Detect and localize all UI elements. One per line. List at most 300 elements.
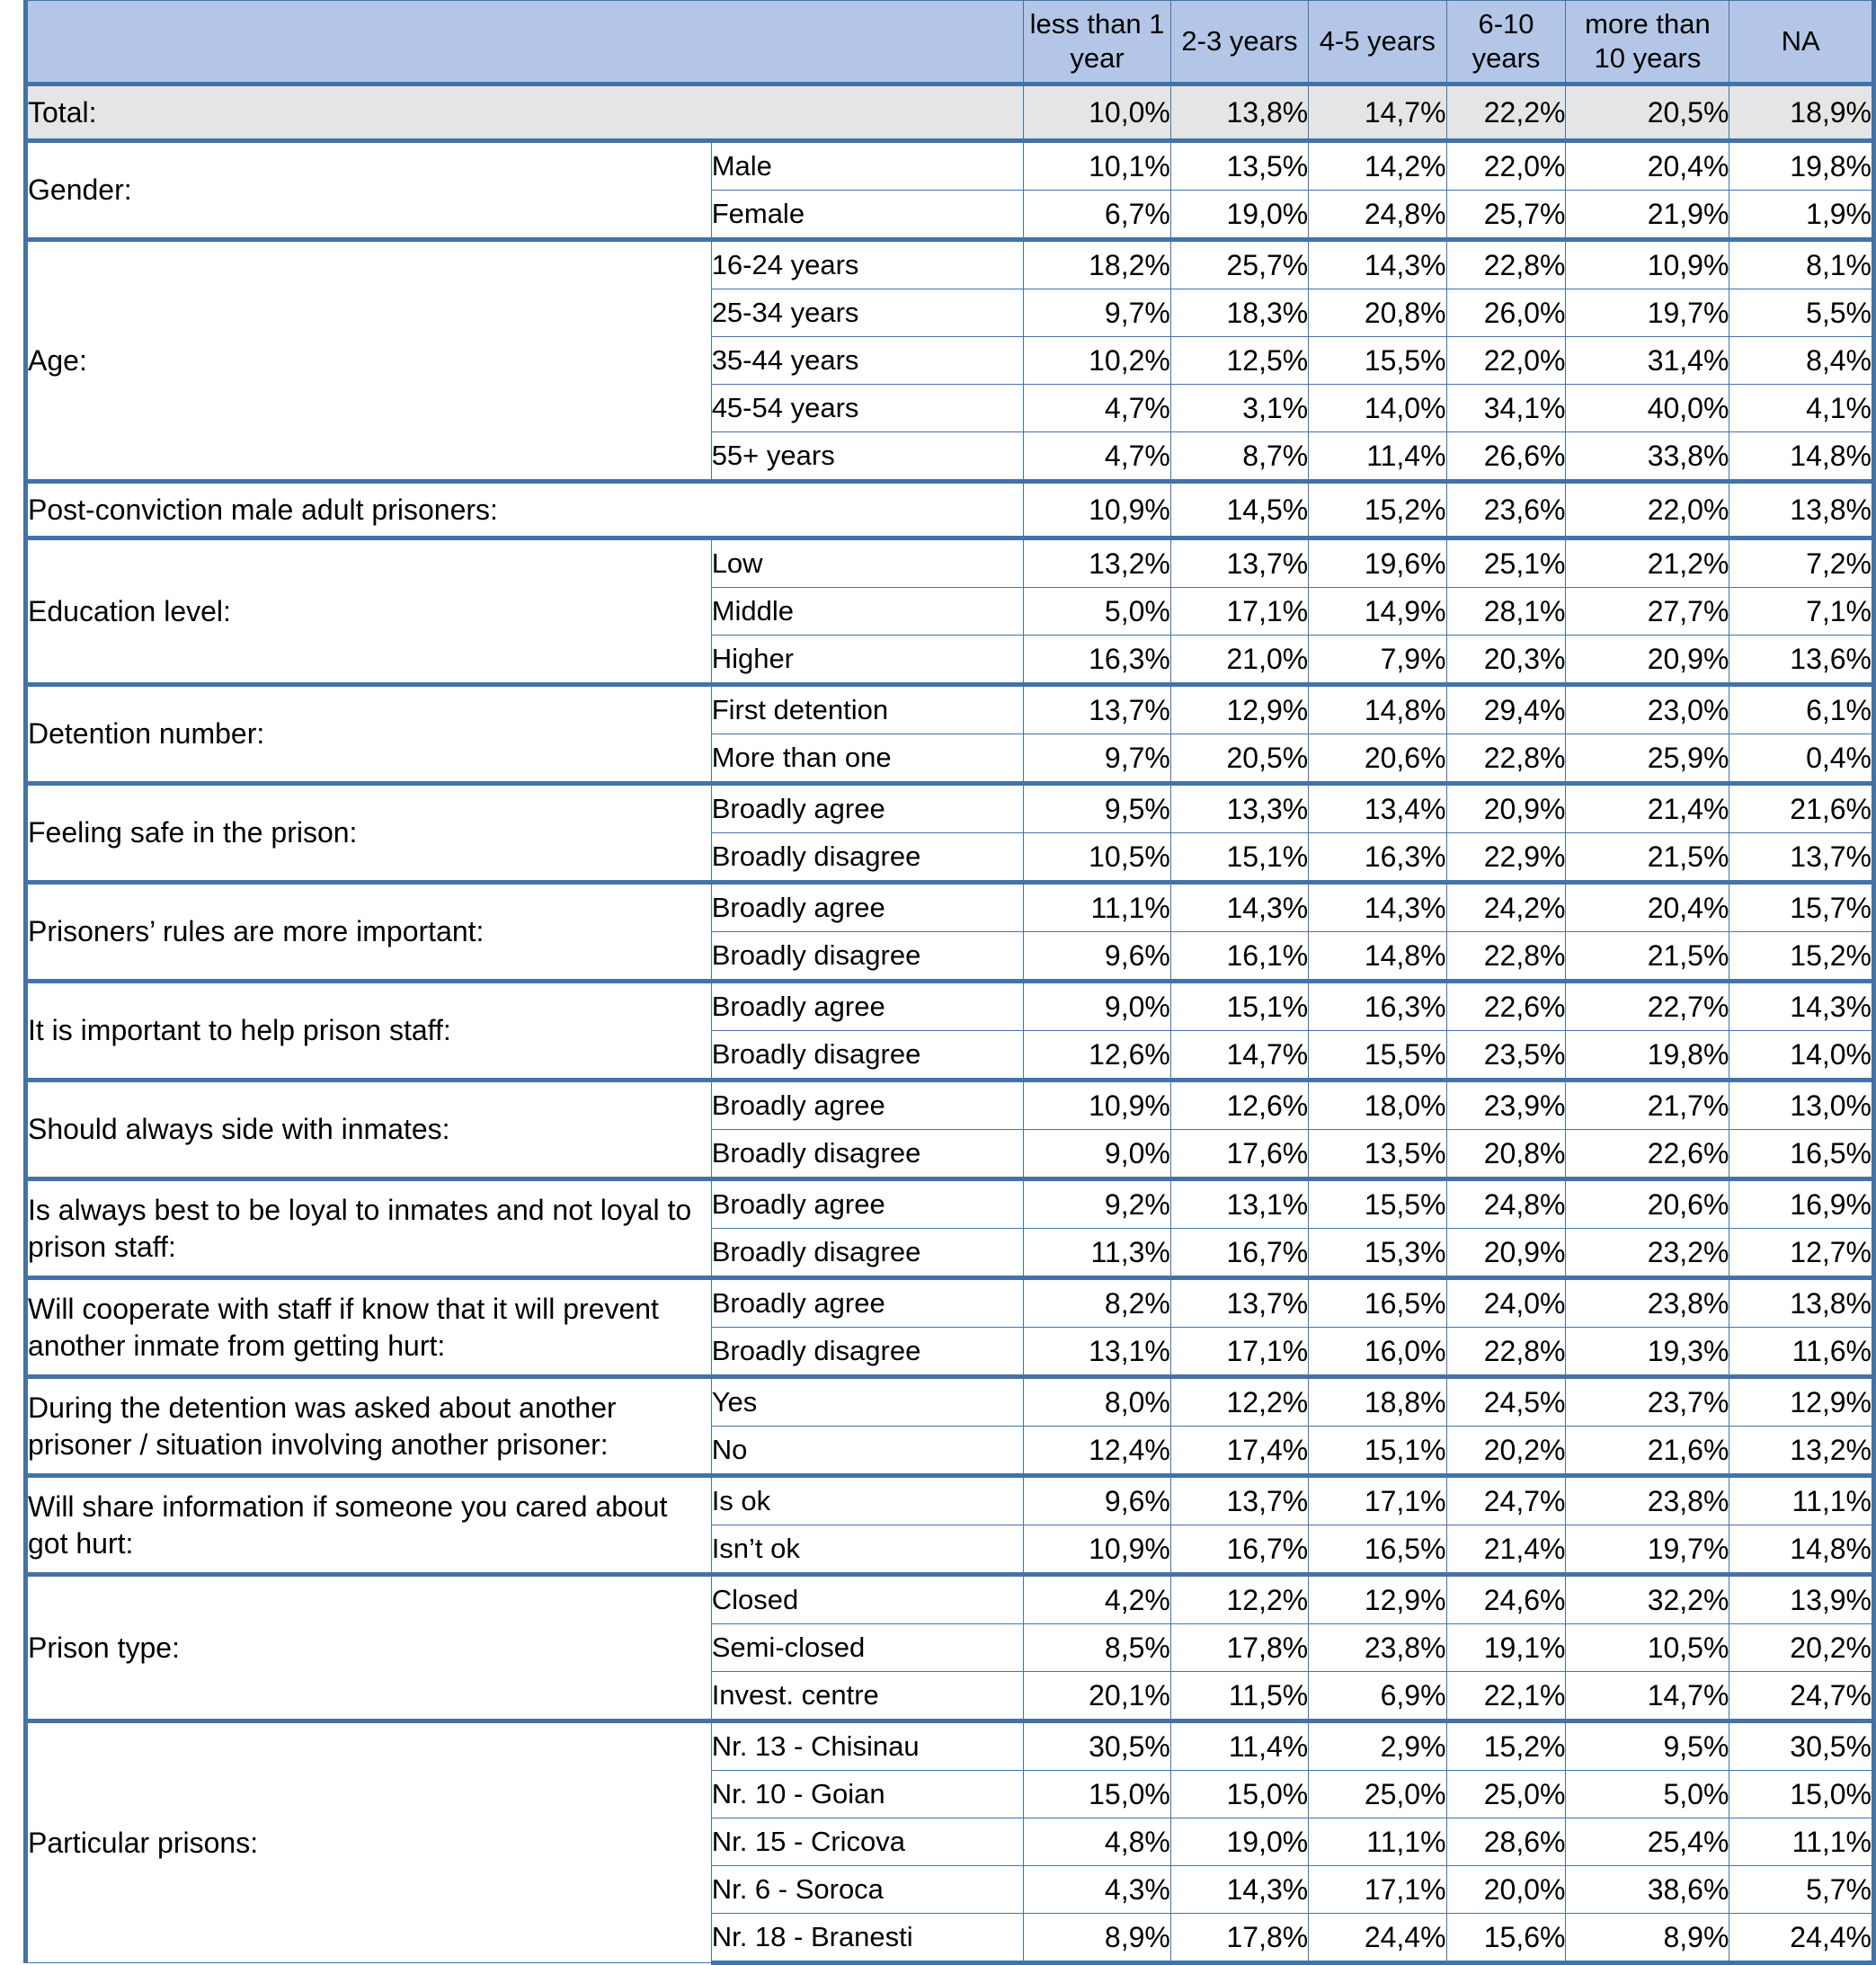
cell-value: 20,6% (1309, 734, 1446, 784)
cell-value: 20,9% (1566, 636, 1729, 685)
row-subcategory-label: Broadly agree (711, 1080, 1024, 1130)
row-group-label: It is important to help prison staff: (26, 982, 712, 1080)
cell-value: 16,9% (1729, 1179, 1874, 1229)
cell-value: 4,2% (1024, 1575, 1171, 1624)
cell-value: 15,6% (1446, 1914, 1566, 1963)
cell-value: 10,0% (1024, 84, 1171, 141)
cell-value: 7,1% (1729, 588, 1874, 636)
cell-value: 6,7% (1024, 191, 1171, 240)
cell-value: 17,1% (1309, 1476, 1446, 1525)
header-corner-blank (26, 1, 1024, 84)
cell-value: 15,3% (1309, 1229, 1446, 1278)
cell-value: 25,4% (1566, 1818, 1729, 1866)
cell-value: 15,1% (1170, 982, 1308, 1031)
cell-value: 8,7% (1170, 432, 1308, 482)
cell-value: 15,2% (1729, 932, 1874, 982)
cell-value: 15,5% (1309, 1179, 1446, 1229)
cell-value: 21,7% (1566, 1080, 1729, 1130)
cell-value: 12,5% (1170, 337, 1308, 385)
cell-value: 23,2% (1566, 1229, 1729, 1278)
cell-value: 25,7% (1446, 191, 1566, 240)
cell-value: 13,2% (1024, 538, 1171, 588)
cell-value: 22,8% (1446, 240, 1566, 289)
cell-value: 12,9% (1309, 1575, 1446, 1624)
cell-value: 10,9% (1024, 482, 1171, 538)
cell-value: 11,1% (1024, 883, 1171, 932)
cell-value: 9,0% (1024, 1130, 1171, 1179)
row-subcategory-label: Middle (711, 588, 1024, 636)
cell-value: 12,9% (1729, 1377, 1874, 1427)
cell-value: 24,8% (1446, 1179, 1566, 1229)
cell-value: 13,0% (1729, 1080, 1874, 1130)
row-group-label: Particular prisons: (26, 1721, 712, 1963)
row-subcategory-label: Closed (711, 1575, 1024, 1624)
cell-value: 14,0% (1309, 385, 1446, 432)
column-header-y45: 4-5 years (1309, 1, 1446, 84)
cell-value: 19,6% (1309, 538, 1446, 588)
cell-value: 20,8% (1309, 289, 1446, 337)
cell-value: 21,4% (1566, 784, 1729, 833)
cell-value: 26,0% (1446, 289, 1566, 337)
cell-value: 15,2% (1309, 482, 1446, 538)
cell-value: 33,8% (1566, 432, 1729, 482)
cell-value: 17,1% (1170, 1328, 1308, 1377)
cell-value: 20,5% (1566, 84, 1729, 141)
table-row (26, 1080, 1874, 1130)
cell-value: 13,5% (1170, 141, 1308, 191)
cell-value: 13,2% (1729, 1427, 1874, 1476)
cell-value: 13,1% (1024, 1328, 1171, 1377)
cell-value: 14,9% (1309, 588, 1446, 636)
row-subcategory-label: Isn’t ok (711, 1525, 1024, 1575)
cell-value: 25,1% (1446, 538, 1566, 588)
cell-value: 22,2% (1446, 84, 1566, 141)
cell-value: 18,2% (1024, 240, 1171, 289)
cell-value: 11,1% (1729, 1818, 1874, 1866)
cell-value: 8,5% (1024, 1624, 1171, 1672)
cell-value: 16,5% (1729, 1130, 1874, 1179)
cell-value: 5,7% (1729, 1866, 1874, 1914)
cell-value: 15,0% (1170, 1771, 1308, 1818)
row-subcategory-label: Broadly agree (711, 982, 1024, 1031)
cell-value: 14,8% (1309, 932, 1446, 982)
cell-value: 25,0% (1309, 1771, 1446, 1818)
row-subcategory-label: Broadly agree (711, 1179, 1024, 1229)
cell-value: 3,1% (1170, 385, 1308, 432)
cell-value: 21,2% (1566, 538, 1729, 588)
cell-value: 26,6% (1446, 432, 1566, 482)
table-row (26, 1377, 1874, 1427)
row-subcategory-label: Nr. 13 - Chisinau (711, 1721, 1024, 1771)
cell-value: 15,0% (1024, 1771, 1171, 1818)
cell-value: 4,7% (1024, 432, 1171, 482)
cell-value: 12,6% (1024, 1031, 1171, 1080)
cell-value: 9,6% (1024, 1476, 1171, 1525)
table-row (26, 982, 1874, 1031)
cell-value: 13,5% (1309, 1130, 1446, 1179)
cell-value: 15,1% (1309, 1427, 1446, 1476)
cell-value: 14,3% (1170, 883, 1308, 932)
cell-value: 14,2% (1309, 141, 1446, 191)
table-row (26, 1179, 1874, 1229)
row-group-label: Should always side with inmates: (26, 1080, 712, 1179)
cell-value: 15,5% (1309, 1031, 1446, 1080)
cell-value: 5,0% (1024, 588, 1171, 636)
cell-value: 11,4% (1170, 1721, 1308, 1771)
cell-value: 23,0% (1566, 685, 1729, 734)
cell-value: 22,8% (1446, 932, 1566, 982)
survey-table (23, 0, 1876, 1965)
cell-value: 20,3% (1446, 636, 1566, 685)
cell-value: 6,1% (1729, 685, 1874, 734)
cell-value: 9,0% (1024, 982, 1171, 1031)
cell-value: 14,7% (1309, 84, 1446, 141)
row-group-label: Prisoners’ rules are more important: (26, 883, 712, 982)
cell-value: 13,7% (1024, 685, 1171, 734)
row-group-label: Gender: (26, 141, 712, 240)
cell-value: 15,5% (1309, 337, 1446, 385)
cell-value: 23,7% (1566, 1377, 1729, 1427)
cell-value: 19,0% (1170, 191, 1308, 240)
cell-value: 18,9% (1729, 84, 1874, 141)
row-group-label: Prison type: (26, 1575, 712, 1721)
cell-value: 15,2% (1446, 1721, 1566, 1771)
cell-value: 20,4% (1566, 883, 1729, 932)
column-header-gt10: more than 10 years (1566, 1, 1729, 84)
cell-value: 20,2% (1446, 1427, 1566, 1476)
cell-value: 17,8% (1170, 1914, 1308, 1963)
cell-value: 17,8% (1170, 1624, 1308, 1672)
table-row (26, 84, 1874, 141)
cell-value: 12,2% (1170, 1575, 1308, 1624)
table-row (26, 1721, 1874, 1771)
row-subcategory-label: Nr. 15 - Cricova (711, 1818, 1024, 1866)
row-group-label: Post-conviction male adult prisoners: (26, 482, 1024, 538)
cell-value: 10,1% (1024, 141, 1171, 191)
row-group-label: Education level: (26, 538, 712, 685)
cell-value: 19,0% (1170, 1818, 1308, 1866)
cell-value: 14,5% (1170, 482, 1308, 538)
cell-value: 9,2% (1024, 1179, 1171, 1229)
cell-value: 11,5% (1170, 1672, 1308, 1721)
cell-value: 5,0% (1566, 1771, 1729, 1818)
cell-value: 7,9% (1309, 636, 1446, 685)
cell-value: 22,6% (1446, 982, 1566, 1031)
row-subcategory-label: Invest. centre (711, 1672, 1024, 1721)
cell-value: 24,2% (1446, 883, 1566, 932)
cell-value: 4,1% (1729, 385, 1874, 432)
cell-value: 13,7% (1170, 1476, 1308, 1525)
cell-value: 32,2% (1566, 1575, 1729, 1624)
cell-value: 25,0% (1446, 1771, 1566, 1818)
cell-value: 18,0% (1309, 1080, 1446, 1130)
cell-value: 14,7% (1566, 1672, 1729, 1721)
cell-value: 24,8% (1309, 191, 1446, 240)
cell-value: 12,2% (1170, 1377, 1308, 1427)
cell-value: 13,4% (1309, 784, 1446, 833)
cell-value: 13,7% (1170, 1278, 1308, 1328)
row-subcategory-label: First detention (711, 685, 1024, 734)
cell-value: 34,1% (1446, 385, 1566, 432)
row-subcategory-label: Low (711, 538, 1024, 588)
cell-value: 22,0% (1446, 141, 1566, 191)
cell-value: 24,4% (1309, 1914, 1446, 1963)
cell-value: 17,4% (1170, 1427, 1308, 1476)
cell-value: 13,8% (1170, 84, 1308, 141)
cell-value: 25,9% (1566, 734, 1729, 784)
cell-value: 0,4% (1729, 734, 1874, 784)
cell-value: 8,2% (1024, 1278, 1171, 1328)
table-row (26, 482, 1874, 538)
cell-value: 40,0% (1566, 385, 1729, 432)
row-subcategory-label: Broadly disagree (711, 932, 1024, 982)
row-group-label: Total: (26, 84, 1024, 141)
cell-value: 23,9% (1446, 1080, 1566, 1130)
table-row (26, 240, 1874, 289)
cell-value: 31,4% (1566, 337, 1729, 385)
cell-value: 15,1% (1170, 833, 1308, 883)
cell-value: 16,7% (1170, 1525, 1308, 1575)
cell-value: 9,5% (1566, 1721, 1729, 1771)
cell-value: 14,3% (1309, 240, 1446, 289)
row-group-label: Will cooperate with staff if know that it will prevent another inmate from getting hurt: (26, 1278, 712, 1377)
cell-value: 11,1% (1729, 1476, 1874, 1525)
cell-value: 16,3% (1309, 833, 1446, 883)
cell-value: 24,7% (1729, 1672, 1874, 1721)
row-subcategory-label: More than one (711, 734, 1024, 784)
cell-value: 20,2% (1729, 1624, 1874, 1672)
row-subcategory-label: 45-54 years (711, 385, 1024, 432)
cell-value: 10,2% (1024, 337, 1171, 385)
table-row (26, 883, 1874, 932)
cell-value: 14,3% (1729, 982, 1874, 1031)
cell-value: 19,1% (1446, 1624, 1566, 1672)
cell-value: 13,1% (1170, 1179, 1308, 1229)
cell-value: 14,8% (1729, 1525, 1874, 1575)
cell-value: 19,7% (1566, 1525, 1729, 1575)
cell-value: 10,9% (1024, 1080, 1171, 1130)
cell-value: 13,3% (1170, 784, 1308, 833)
row-subcategory-label: Broadly disagree (711, 1229, 1024, 1278)
cell-value: 9,7% (1024, 734, 1171, 784)
row-subcategory-label: No (711, 1427, 1024, 1476)
cell-value: 10,5% (1566, 1624, 1729, 1672)
cell-value: 11,4% (1309, 432, 1446, 482)
cell-value: 19,7% (1566, 289, 1729, 337)
table-row (26, 685, 1874, 734)
cell-value: 10,9% (1024, 1525, 1171, 1575)
header-row (26, 1, 1874, 84)
cell-value: 17,1% (1309, 1866, 1446, 1914)
row-subcategory-label: Nr. 18 - Branesti (711, 1914, 1024, 1963)
cell-value: 18,3% (1170, 289, 1308, 337)
cell-value: 14,3% (1170, 1866, 1308, 1914)
cell-value: 20,9% (1446, 784, 1566, 833)
row-subcategory-label: Higher (711, 636, 1024, 685)
cell-value: 14,3% (1309, 883, 1446, 932)
cell-value: 12,4% (1024, 1427, 1171, 1476)
row-subcategory-label: Broadly agree (711, 1278, 1024, 1328)
cell-value: 14,8% (1729, 432, 1874, 482)
cell-value: 10,5% (1024, 833, 1171, 883)
cell-value: 20,4% (1566, 141, 1729, 191)
row-subcategory-label: 55+ years (711, 432, 1024, 482)
cell-value: 9,5% (1024, 784, 1171, 833)
cell-value: 13,9% (1729, 1575, 1874, 1624)
cell-value: 13,6% (1729, 636, 1874, 685)
cell-value: 15,0% (1729, 1771, 1874, 1818)
cell-value: 22,9% (1446, 833, 1566, 883)
cell-value: 21,5% (1566, 833, 1729, 883)
cell-value: 22,6% (1566, 1130, 1729, 1179)
row-subcategory-label: Broadly disagree (711, 1031, 1024, 1080)
cell-value: 21,4% (1446, 1525, 1566, 1575)
cell-value: 20,1% (1024, 1672, 1171, 1721)
cell-value: 16,1% (1170, 932, 1308, 982)
cell-value: 6,9% (1309, 1672, 1446, 1721)
cell-value: 8,0% (1024, 1377, 1171, 1427)
cell-value: 21,0% (1170, 636, 1308, 685)
row-subcategory-label: 25-34 years (711, 289, 1024, 337)
row-subcategory-label: Nr. 6 - Soroca (711, 1866, 1024, 1914)
cell-value: 7,2% (1729, 538, 1874, 588)
cell-value: 16,3% (1309, 982, 1446, 1031)
table-row (26, 141, 1874, 191)
cell-value: 12,7% (1729, 1229, 1874, 1278)
cell-value: 28,6% (1446, 1818, 1566, 1866)
row-subcategory-label: Broadly agree (711, 784, 1024, 833)
cell-value: 30,5% (1024, 1721, 1171, 1771)
cell-value: 24,6% (1446, 1575, 1566, 1624)
cell-value: 24,5% (1446, 1377, 1566, 1427)
cell-value: 22,7% (1566, 982, 1729, 1031)
row-group-label: Is always best to be loyal to inmates and not loyal to prison staff: (26, 1179, 712, 1278)
cell-value: 4,7% (1024, 385, 1171, 432)
cell-value: 38,6% (1566, 1866, 1729, 1914)
cell-value: 22,0% (1566, 482, 1729, 538)
cell-value: 23,8% (1566, 1476, 1729, 1525)
table-row (26, 538, 1874, 588)
cell-value: 19,8% (1729, 141, 1874, 191)
cell-value: 20,9% (1446, 1229, 1566, 1278)
row-subcategory-label: Female (711, 191, 1024, 240)
table-header (26, 1, 1874, 84)
column-header-y23: 2-3 years (1170, 1, 1308, 84)
cell-value: 20,6% (1566, 1179, 1729, 1229)
cell-value: 9,7% (1024, 289, 1171, 337)
row-group-label: Age: (26, 240, 712, 482)
row-subcategory-label: Broadly disagree (711, 1328, 1024, 1377)
cell-value: 5,5% (1729, 289, 1874, 337)
cell-value: 16,5% (1309, 1525, 1446, 1575)
row-group-label: Feeling safe in the prison: (26, 784, 712, 883)
cell-value: 9,6% (1024, 932, 1171, 982)
cell-value: 22,8% (1446, 734, 1566, 784)
row-subcategory-label: Broadly disagree (711, 833, 1024, 883)
row-subcategory-label: 35-44 years (711, 337, 1024, 385)
cell-value: 4,3% (1024, 1866, 1171, 1914)
cell-value: 25,7% (1170, 240, 1308, 289)
cell-value: 14,7% (1170, 1031, 1308, 1080)
cell-value: 8,9% (1566, 1914, 1729, 1963)
cell-value: 21,6% (1729, 784, 1874, 833)
cell-value: 16,0% (1309, 1328, 1446, 1377)
cell-value: 22,1% (1446, 1672, 1566, 1721)
row-subcategory-label: Nr. 10 - Goian (711, 1771, 1024, 1818)
cell-value: 28,1% (1446, 588, 1566, 636)
column-header-na: NA (1729, 1, 1874, 84)
cell-value: 8,1% (1729, 240, 1874, 289)
row-subcategory-label: Broadly agree (711, 883, 1024, 932)
cell-value: 24,4% (1729, 1914, 1874, 1963)
cell-value: 23,5% (1446, 1031, 1566, 1080)
cell-value: 16,7% (1170, 1229, 1308, 1278)
cell-value: 8,4% (1729, 337, 1874, 385)
cell-value: 21,6% (1566, 1427, 1729, 1476)
cell-value: 17,1% (1170, 588, 1308, 636)
cell-value: 20,8% (1446, 1130, 1566, 1179)
cell-value: 22,8% (1446, 1328, 1566, 1377)
cell-value: 29,4% (1446, 685, 1566, 734)
cell-value: 13,8% (1729, 1278, 1874, 1328)
cell-value: 23,8% (1566, 1278, 1729, 1328)
cell-value: 27,7% (1566, 588, 1729, 636)
cell-value: 12,6% (1170, 1080, 1308, 1130)
cell-value: 1,9% (1729, 191, 1874, 240)
column-header-lt1: less than 1 year (1024, 1, 1171, 84)
cell-value: 20,5% (1170, 734, 1308, 784)
cell-value: 22,0% (1446, 337, 1566, 385)
table-row (26, 1575, 1874, 1624)
cell-value: 20,0% (1446, 1866, 1566, 1914)
row-subcategory-label: Male (711, 141, 1024, 191)
cell-value: 18,8% (1309, 1377, 1446, 1427)
cell-value: 13,8% (1729, 482, 1874, 538)
table-row (26, 1476, 1874, 1525)
row-subcategory-label: 16-24 years (711, 240, 1024, 289)
cell-value: 23,6% (1446, 482, 1566, 538)
cell-value: 11,1% (1309, 1818, 1446, 1866)
cell-value: 21,5% (1566, 932, 1729, 982)
cell-value: 13,7% (1170, 538, 1308, 588)
cell-value: 12,9% (1170, 685, 1308, 734)
cell-value: 13,7% (1729, 833, 1874, 883)
cell-value: 8,9% (1024, 1914, 1171, 1963)
cell-value: 24,7% (1446, 1476, 1566, 1525)
cell-value: 30,5% (1729, 1721, 1874, 1771)
cell-value: 14,8% (1309, 685, 1446, 734)
row-group-label: During the detention was asked about another prisoner / situation involving another prisoner: (26, 1377, 712, 1476)
table-body (26, 84, 1874, 1963)
cell-value: 11,6% (1729, 1328, 1874, 1377)
cell-value: 14,0% (1729, 1031, 1874, 1080)
cell-value: 10,9% (1566, 240, 1729, 289)
cell-value: 19,3% (1566, 1328, 1729, 1377)
row-subcategory-label: Is ok (711, 1476, 1024, 1525)
cell-value: 17,6% (1170, 1130, 1308, 1179)
cell-value: 19,8% (1566, 1031, 1729, 1080)
cell-value: 4,8% (1024, 1818, 1171, 1866)
cell-value: 2,9% (1309, 1721, 1446, 1771)
cell-value: 16,5% (1309, 1278, 1446, 1328)
cell-value: 24,0% (1446, 1278, 1566, 1328)
row-group-label: Will share information if someone you cared about got hurt: (26, 1476, 712, 1575)
row-subcategory-label: Broadly disagree (711, 1130, 1024, 1179)
cell-value: 15,7% (1729, 883, 1874, 932)
survey-table-container (23, 0, 1876, 1965)
cell-value: 23,8% (1309, 1624, 1446, 1672)
row-subcategory-label: Yes (711, 1377, 1024, 1427)
